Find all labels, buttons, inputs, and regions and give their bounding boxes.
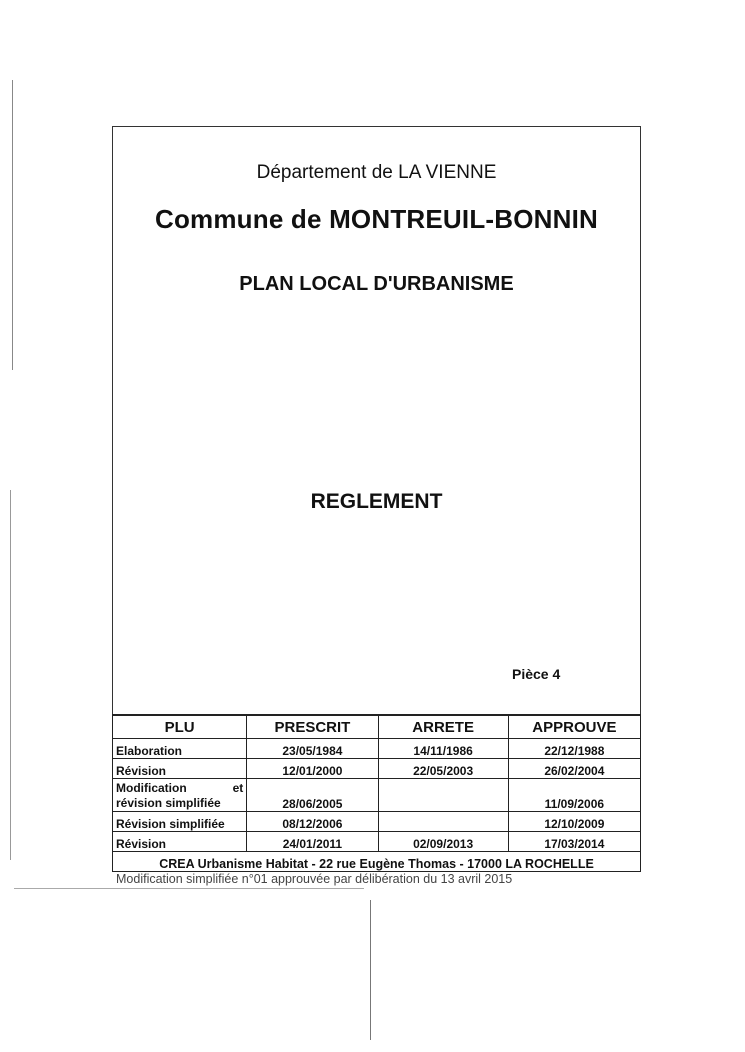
- table-row: [113, 832, 641, 852]
- scan-line-vertical-bottom: [370, 900, 371, 1040]
- approuve-date: 11/09/2006: [508, 779, 640, 812]
- scan-margin-line-left-top: [12, 80, 13, 370]
- arrete-date: 02/09/2013: [378, 832, 508, 852]
- table-header-row: [113, 715, 641, 739]
- document-title: REGLEMENT: [310, 490, 443, 513]
- row-label: Révision: [113, 832, 247, 852]
- row-label: Révision simplifiée: [113, 812, 247, 832]
- piece-number: Pièce 4: [512, 666, 561, 682]
- prescrit-date: 24/01/2011: [247, 832, 378, 852]
- approuve-date: 22/12/1988: [508, 739, 640, 759]
- modification-note: Modification simplifiée n°01 approuvée par délibération du 13 avril 2015: [116, 872, 513, 886]
- column-header-approuve: APPROUVE: [508, 715, 640, 739]
- arrete-date: 22/05/2003: [378, 759, 508, 779]
- commune-title: Commune de MONTREUIL-BONNIN: [154, 204, 599, 234]
- approuve-date: 12/10/2009: [508, 812, 640, 832]
- arrete-date: [378, 812, 508, 832]
- approuve-date: 17/03/2014: [508, 832, 640, 852]
- approuve-date: 26/02/2004: [508, 759, 640, 779]
- prescrit-date: 12/01/2000: [247, 759, 378, 779]
- column-header-plu: PLU: [113, 715, 247, 739]
- table-row: [113, 759, 641, 779]
- column-header-arrete: ARRETE: [378, 715, 508, 739]
- scan-line-bottom-left: [14, 888, 364, 889]
- author-credit: CREA Urbanisme Habitat - 22 rue Eugène Thomas - 17000 LA ROCHELLE: [113, 852, 641, 872]
- table-row: [113, 779, 641, 812]
- author-row: [113, 852, 641, 872]
- prescrit-date: 08/12/2006: [247, 812, 378, 832]
- arrete-date: [378, 779, 508, 812]
- row-label: Elaboration: [113, 739, 247, 759]
- prescrit-date: 23/05/1984: [247, 739, 378, 759]
- prescrit-date: 28/06/2005: [247, 779, 378, 812]
- table-row: [113, 812, 641, 832]
- document-type-title: PLAN LOCAL D'URBANISME: [239, 273, 514, 295]
- table-row: [113, 739, 641, 759]
- arrete-date: 14/11/1986: [378, 739, 508, 759]
- row-label: [113, 779, 247, 812]
- row-label: Révision: [113, 759, 247, 779]
- scan-margin-line-left-bottom: [10, 490, 11, 860]
- row-label-line2: révision simplifiée: [116, 796, 221, 810]
- row-label-line1: Modification et: [116, 781, 244, 795]
- procedure-history-table: [112, 714, 641, 872]
- column-header-prescrit: PRESCRIT: [247, 715, 378, 739]
- department-heading: Département de LA VIENNE: [256, 162, 497, 183]
